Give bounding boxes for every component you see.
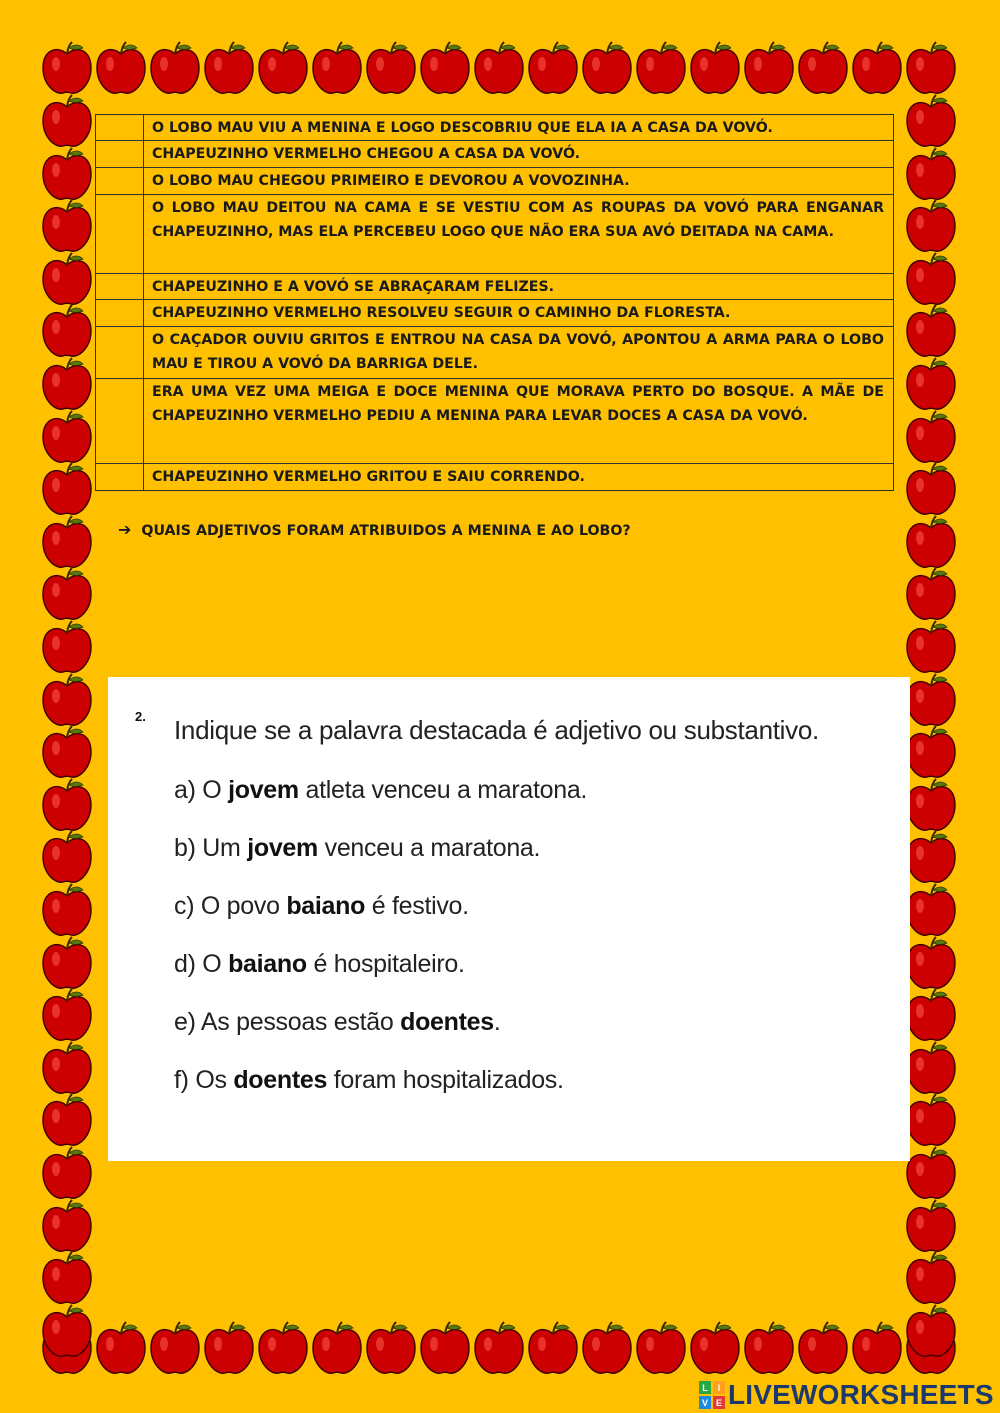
apple-icon — [41, 1250, 93, 1306]
item-text: d) O — [174, 950, 229, 978]
apple-icon — [905, 1303, 957, 1359]
order-number-cell[interactable] — [96, 464, 144, 491]
order-number-cell[interactable] — [96, 115, 144, 141]
apple-icon — [905, 987, 957, 1043]
order-number-cell[interactable] — [96, 168, 144, 195]
svg-text:V: V — [701, 1398, 709, 1408]
apple-icon — [743, 40, 795, 96]
apple-icon — [905, 566, 957, 622]
apple-icon — [689, 40, 741, 96]
order-number-cell[interactable] — [96, 141, 144, 168]
apple-icon — [41, 461, 93, 517]
liveworksheets-logo[interactable] — [698, 1378, 994, 1412]
highlighted-word: baiano — [286, 892, 366, 920]
question-text: QUAIS ADJETIVOS FORAM ATRIBUIDOS A MENINA E AO LOBO? — [141, 523, 631, 539]
apple-icon — [41, 672, 93, 728]
highlighted-word: jovem — [228, 776, 299, 804]
arrow-right-icon: ➔ — [118, 520, 132, 539]
table-row — [96, 274, 894, 300]
apple-icon — [635, 40, 687, 96]
table-row — [96, 115, 894, 141]
apple-icon — [41, 303, 93, 359]
apple-icon — [41, 40, 93, 96]
svg-text:L: L — [702, 1383, 708, 1393]
item-text: atleta venceu a maratona. — [298, 776, 588, 804]
sentence-cell: O LOBO MAU CHEGOU PRIMEIRO E DEVOROU A VOVOZINHA. — [144, 168, 894, 195]
item-text: f) Os — [174, 1066, 234, 1094]
apple-icon — [41, 356, 93, 412]
apple-icon — [797, 1320, 849, 1376]
question-answer-area[interactable] — [118, 548, 898, 658]
sentence-cell: CHAPEUZINHO E A VOVÓ SE ABRAÇARAM FELIZES. — [144, 274, 894, 300]
apple-icon — [635, 1320, 687, 1376]
apple-icon — [203, 40, 255, 96]
order-number-cell[interactable] — [96, 195, 144, 274]
exercise-item-d — [174, 950, 465, 979]
apple-icon — [905, 409, 957, 465]
apple-icon — [905, 93, 957, 149]
apple-icon — [41, 777, 93, 833]
apple-icon — [41, 724, 93, 780]
apple-icon — [905, 777, 957, 833]
item-text: é hospitaleiro. — [306, 950, 465, 978]
apple-icon — [41, 1040, 93, 1096]
sentence-cell: CHAPEUZINHO VERMELHO GRITOU E SAIU CORRENDO. — [144, 464, 894, 491]
story-sequence-table — [95, 114, 894, 491]
apple-icon — [41, 935, 93, 991]
apple-icon — [905, 251, 957, 307]
apple-icon — [41, 198, 93, 254]
apple-icon — [851, 1320, 903, 1376]
apple-icon — [311, 1320, 363, 1376]
sentence-cell: O CAÇADOR OUVIU GRITOS E ENTROU NA CASA DA VOVÓ, APONTOU A ARMA PARA O LOBO MAU E TIROU A VOVÓ DA BARRIGA DELE. — [144, 327, 894, 379]
apple-icon — [905, 1092, 957, 1148]
apple-icon — [41, 251, 93, 307]
apple-icon — [41, 566, 93, 622]
apple-icon — [905, 40, 957, 96]
sentence-cell: O LOBO MAU VIU A MENINA E LOGO DESCOBRIU QUE ELA IA A CASA DA VOVÓ. — [144, 115, 894, 141]
logo-text: LIVEWORKSHEETS — [728, 1379, 994, 1410]
apple-icon — [689, 1320, 741, 1376]
apple-icon — [41, 514, 93, 570]
apple-icon — [41, 619, 93, 675]
apple-icon — [527, 40, 579, 96]
sentence-cell: CHAPEUZINHO VERMELHO CHEGOU A CASA DA VOVÓ. — [144, 141, 894, 168]
item-text: . — [493, 1008, 501, 1036]
apple-icon — [419, 1320, 471, 1376]
apple-icon — [905, 1198, 957, 1254]
apple-icon — [257, 1320, 309, 1376]
apple-icon — [365, 40, 417, 96]
apple-icon — [41, 1198, 93, 1254]
apple-icon — [41, 1145, 93, 1201]
apple-icon — [419, 40, 471, 96]
item-text: foram hospitalizados. — [327, 1066, 564, 1094]
apple-icon — [41, 93, 93, 149]
exercise-title: Indique se a palavra destacada é adjetivo ou substantivo. — [174, 715, 819, 745]
apple-icon — [851, 40, 903, 96]
item-text: é festivo. — [365, 892, 469, 920]
apple-icon — [797, 40, 849, 96]
table-row — [96, 195, 894, 274]
apple-icon — [257, 40, 309, 96]
order-number-cell[interactable] — [96, 327, 144, 379]
apple-icon — [905, 356, 957, 412]
apple-icon — [149, 40, 201, 96]
apple-icon — [905, 829, 957, 885]
apple-icon — [905, 724, 957, 780]
apple-icon — [41, 146, 93, 202]
highlighted-word: jovem — [247, 834, 318, 862]
exercise-2-panel — [108, 677, 910, 1161]
highlighted-word: baiano — [228, 950, 307, 978]
apple-icon — [41, 409, 93, 465]
apple-icon — [905, 935, 957, 991]
apple-icon — [95, 1320, 147, 1376]
highlighted-word: doentes — [400, 1008, 494, 1036]
exercise-item-c — [174, 892, 469, 921]
apple-icon — [41, 882, 93, 938]
apple-icon — [203, 1320, 255, 1376]
apple-icon — [473, 40, 525, 96]
exercise-item-a — [174, 776, 587, 805]
exercise-item-b — [174, 834, 540, 863]
apple-icon — [905, 619, 957, 675]
highlighted-word: doentes — [233, 1066, 328, 1094]
item-text: c) O povo — [174, 892, 287, 920]
apple-icon — [41, 987, 93, 1043]
order-number-cell[interactable] — [96, 379, 144, 464]
svg-text:I: I — [717, 1383, 721, 1393]
exercise-item-f — [174, 1066, 564, 1095]
item-text: b) Um — [174, 834, 248, 862]
table-row — [96, 379, 894, 464]
apple-icon — [581, 1320, 633, 1376]
apple-icon — [905, 514, 957, 570]
apple-icon — [905, 303, 957, 359]
apple-icon — [41, 1303, 93, 1359]
liveworksheets-logo-icon — [698, 1380, 726, 1410]
apple-icon — [905, 198, 957, 254]
apple-icon — [149, 1320, 201, 1376]
order-number-cell[interactable] — [96, 300, 144, 327]
item-text: e) As pessoas estão — [174, 1008, 401, 1036]
apple-icon — [743, 1320, 795, 1376]
apple-icon — [365, 1320, 417, 1376]
apple-icon — [527, 1320, 579, 1376]
apple-icon — [311, 40, 363, 96]
svg-text:E: E — [715, 1398, 723, 1408]
table-row — [96, 141, 894, 168]
order-number-cell[interactable] — [96, 274, 144, 300]
adjectives-question — [118, 520, 631, 539]
table-row — [96, 464, 894, 491]
apple-icon — [581, 40, 633, 96]
apple-icon — [905, 1250, 957, 1306]
apple-icon — [905, 882, 957, 938]
apple-icon — [95, 40, 147, 96]
apple-icon — [905, 1145, 957, 1201]
sentence-cell: CHAPEUZINHO VERMELHO RESOLVEU SEGUIR O CAMINHO DA FLORESTA. — [144, 300, 894, 327]
apple-icon — [905, 1040, 957, 1096]
apple-icon — [905, 672, 957, 728]
apple-icon — [41, 829, 93, 885]
apple-icon — [905, 461, 957, 517]
item-text: venceu a maratona. — [317, 834, 541, 862]
table-row — [96, 327, 894, 379]
exercise-item-e — [174, 1008, 501, 1037]
sentence-cell: ERA UMA VEZ UMA MEIGA E DOCE MENINA QUE MORAVA PERTO DO BOSQUE. A MÃE DE CHAPEUZINHO VERMELHO PEDIU A MENINA PARA LEVAR DOCES A CASA DA VOVÓ. — [144, 379, 894, 464]
item-text: a) O — [174, 776, 229, 804]
table-row — [96, 168, 894, 195]
apple-icon — [41, 1092, 93, 1148]
sentence-cell: O LOBO MAU DEITOU NA CAMA E SE VESTIU COM AS ROUPAS DA VOVÓ PARA ENGANAR CHAPEUZINHO, MAS ELA PERCEBEU LOGO QUE NÃO ERA SUA AVÓ DEITADA NA CAMA. — [144, 195, 894, 274]
exercise-number: 2. — [135, 709, 146, 724]
apple-icon — [473, 1320, 525, 1376]
apple-icon — [905, 146, 957, 202]
table-row — [96, 300, 894, 327]
